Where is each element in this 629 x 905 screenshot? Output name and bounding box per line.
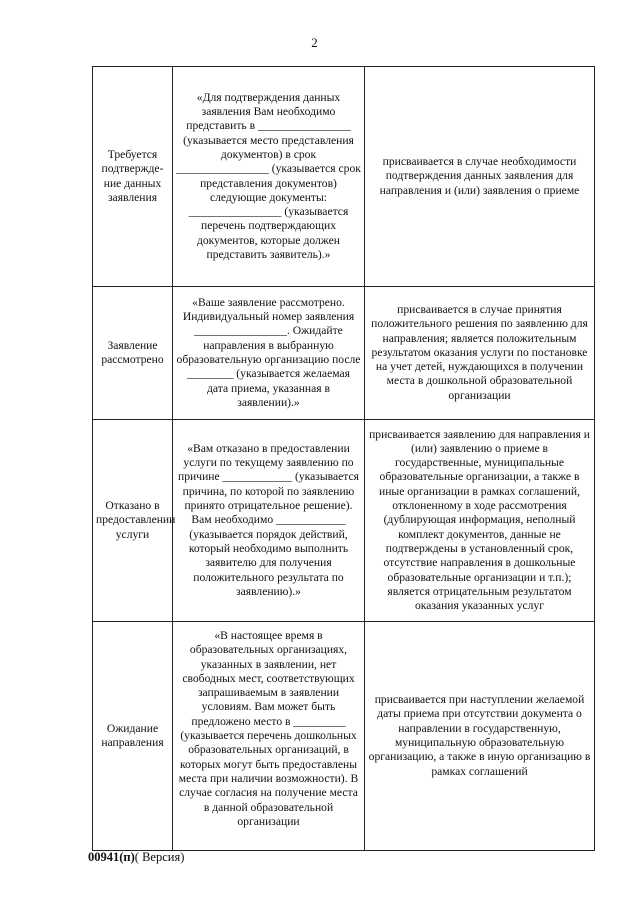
- status-description-cell: присваивается заявлению для направления и (или) заявлению о приеме в государственные, муниципальные образовательные организации, а также в иные организации в рамках соглашений, отклоненному в ходе рассмотрения (дублирующая информация, неполный комплект документов, данные не подтверждены в установленный срок, отсутствие направления в дошкольные образовательные организации и т.п.); является отрицательным результатом оказания указанных услуг: [365, 420, 595, 622]
- document-code: 00941(п): [88, 850, 135, 864]
- status-description-cell: присваивается в случае принятия положительного решения по заявлению для направления; является положительным результатом оказания услуги по постановке на учет детей, нуждающихся в получении места в дошкольной образовательной организации: [365, 287, 595, 420]
- table-row: [93, 287, 595, 420]
- status-description-cell: присваивается в случае необходимости подтверждения данных заявления для направления и (или) заявления о приеме: [365, 67, 595, 287]
- page-number: 2: [311, 35, 318, 50]
- status-message-cell: «Ваше заявление рассмотрено. Индивидуальный номер заявления ________________. Ожидайте направления в выбранную образовательную организацию после ________ (указывается желаемая дата приема, указанная в заявлении).»: [173, 287, 365, 420]
- status-name-cell: Требуется подтвержде-ние данных заявления: [93, 67, 173, 287]
- status-message-cell: «Вам отказано в предоставлении услуги по текущему заявлению по причине ____________ (указывается причина, по которой по заявлению принято отрицательное решение). Вам необходимо ____________ (указывается порядок действий, который необходимо выполнить заявителю для получения положительного результата по заявлению).»: [173, 420, 365, 622]
- status-name-cell: Отказано в предоставлении услуги: [93, 420, 173, 622]
- status-description-cell: присваивается при наступлении желаемой даты приема при отсутствии документа о направлении в государственную, муниципальную образовательную организацию, а также в иную организацию в рамках соглашений: [365, 622, 595, 851]
- status-name-cell: Ожидание направления: [93, 622, 173, 851]
- table-row: [93, 622, 595, 851]
- status-message-cell: «Для подтверждения данных заявления Вам необходимо представить в ________________ (указывается место представления документов) в срок ________________ (указывается срок представления документов) следующие документы: ________________ (указывается перечень подтверждающих документов, которые должен представить заявитель).»: [173, 67, 365, 287]
- status-name-cell: Заявление рассмотрено: [93, 287, 173, 420]
- application-status-table: [92, 66, 595, 851]
- document-footer: [88, 850, 184, 865]
- status-message-cell: «В настоящее время в образовательных организациях, указанных в заявлении, нет свободных мест, соответствующих запрашиваемым в заявлении условиям. Вам может быть предложено место в _________ (указывается перечень дошкольных образовательных организаций, в которых могут быть предоставлены места при наличии возможности). В случае согласия на получение места в данной образовательной организации: [173, 622, 365, 851]
- table-row: [93, 420, 595, 622]
- document-version: ( Версия): [134, 850, 185, 864]
- table-row: [93, 67, 595, 287]
